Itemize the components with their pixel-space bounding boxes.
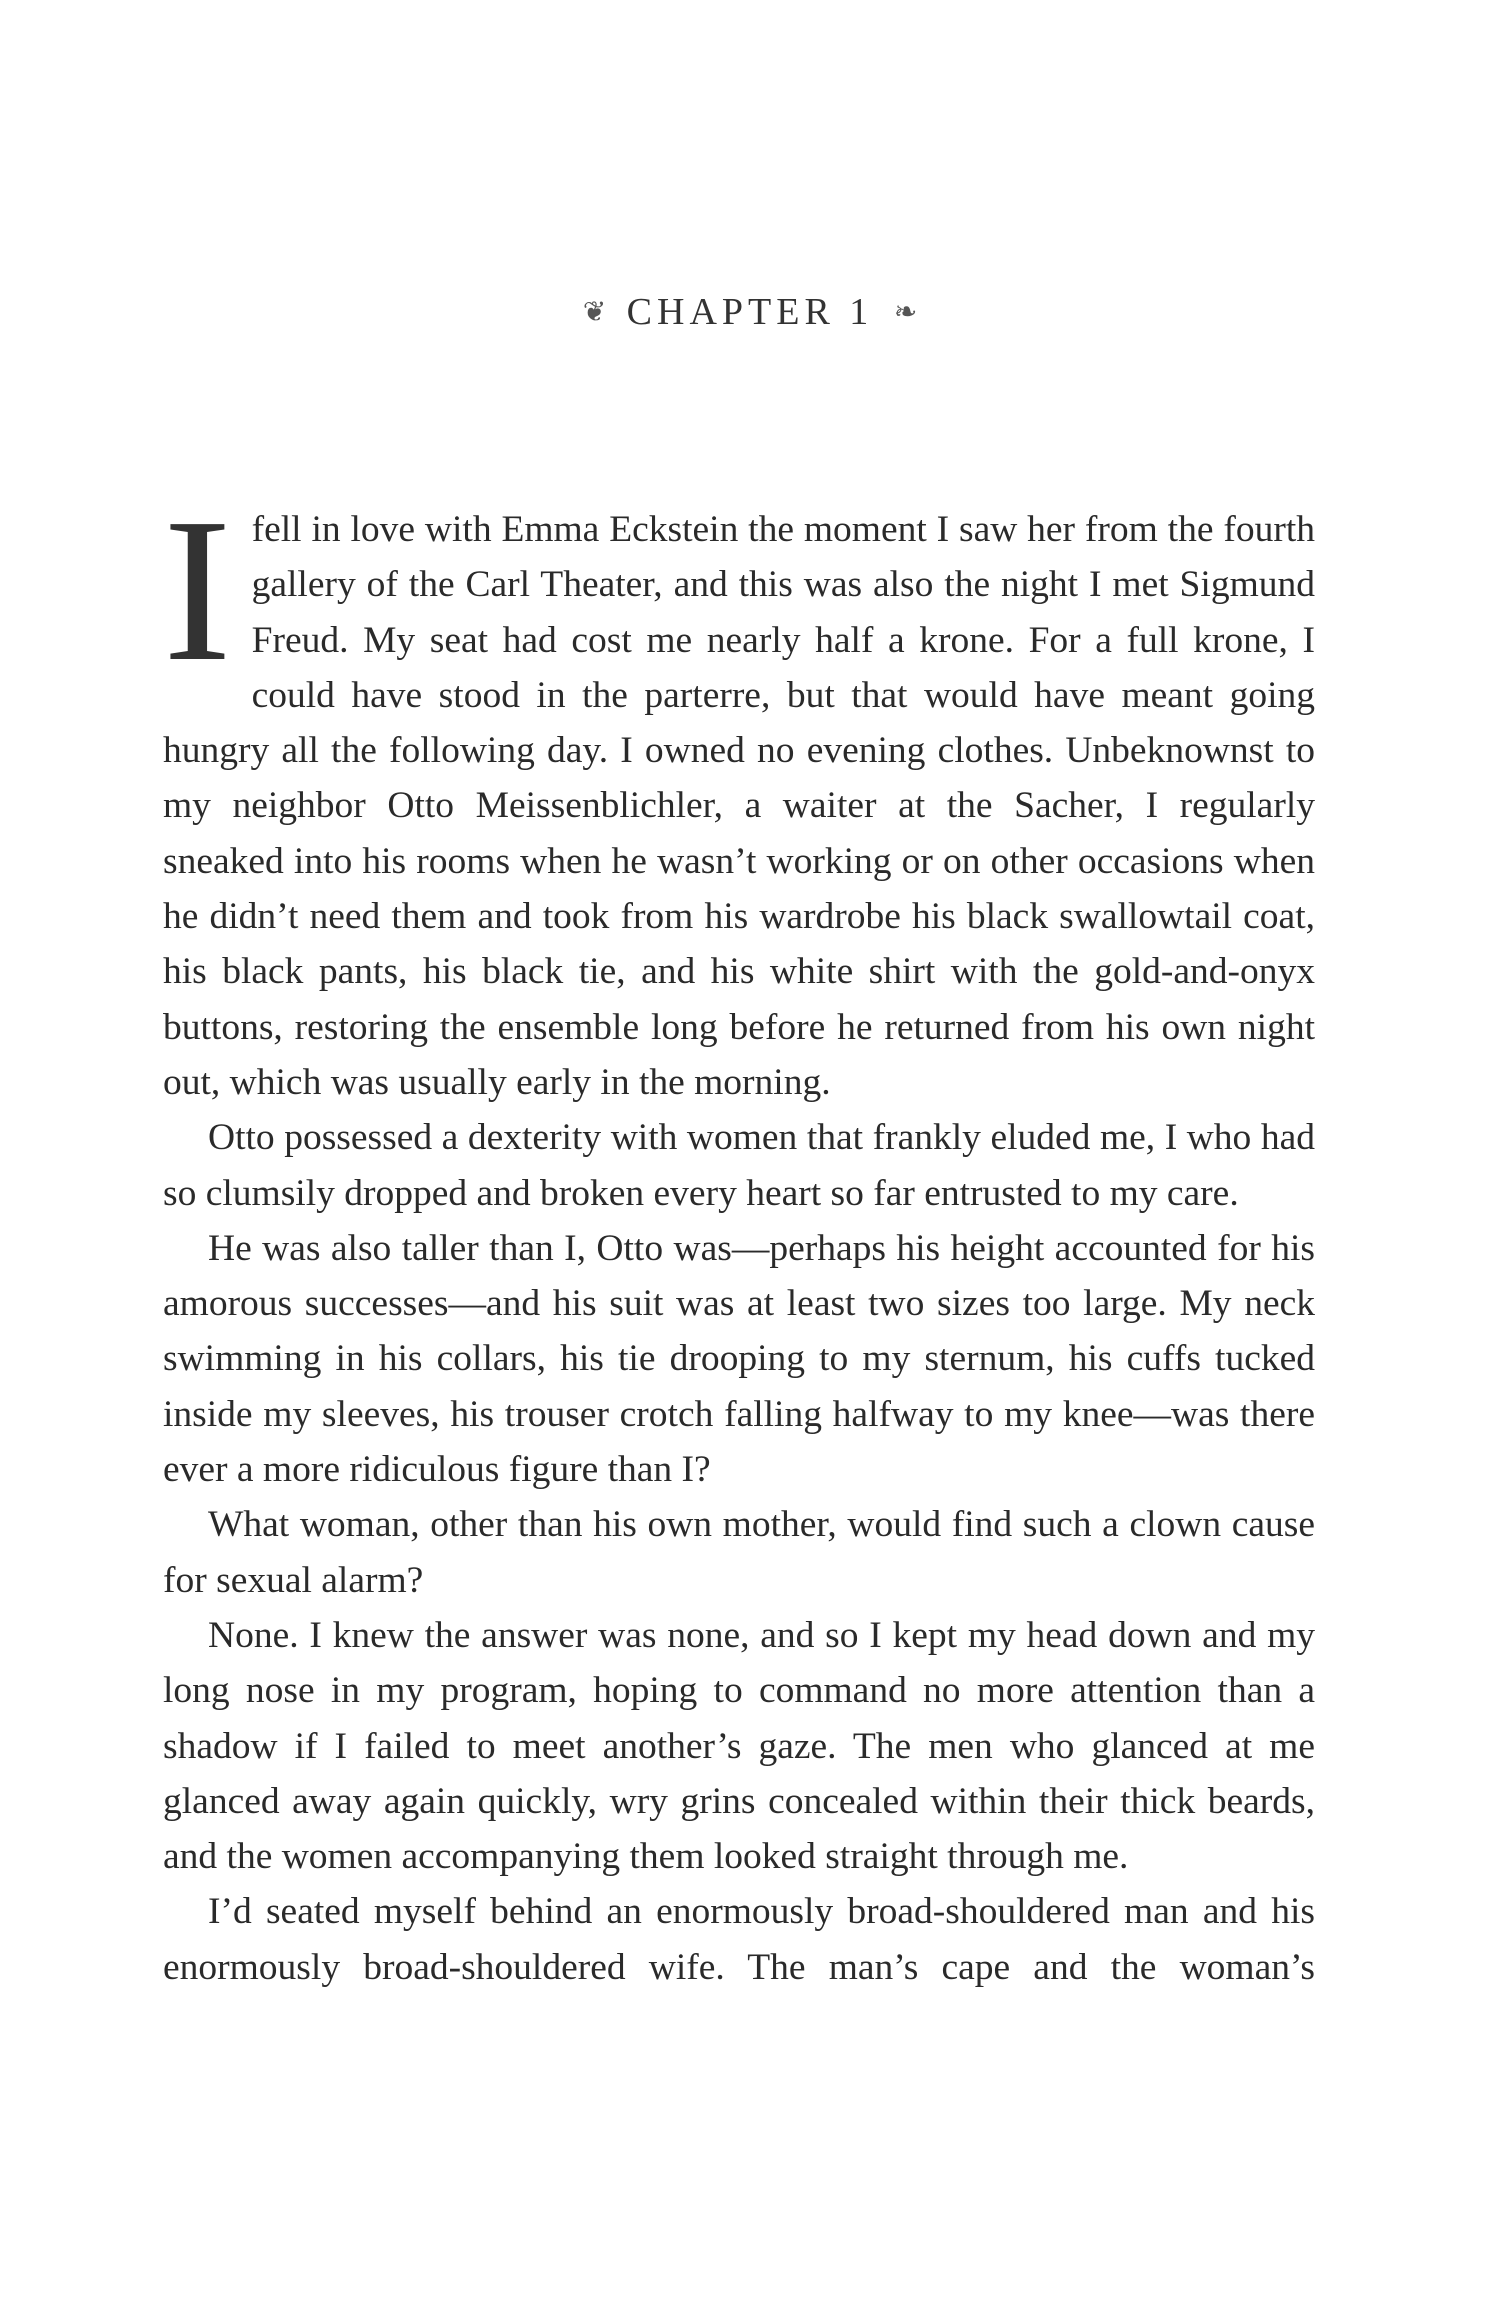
paragraph-4: What woman, other than his own mother, would find such a clown cause for sexual alarm? <box>163 1504 1315 1601</box>
chapter-title: CHAPTER 1 <box>626 291 874 333</box>
paragraph-2: Otto possessed a dexterity with women that frankly eluded me, I who had so clumsily dropped and broken every heart so far entrusted to my care. <box>163 1117 1315 1214</box>
drop-cap: I <box>163 475 232 704</box>
right-ornament-icon: ❧ <box>893 297 918 328</box>
paragraph-1 <box>163 475 1315 1110</box>
paragraph-5: None. I knew the answer was none, and so I kept my head down and my long nose in my program, hoping to command no more attention than a shadow if I failed to meet another’s gaze. The men who glanced at me glanced away again quickly, wry grins concealed within their thick beards, and the women accompanying them looked straight through me. <box>163 1614 1315 1878</box>
paragraph-3: He was also taller than I, Otto was—perhaps his height accounted for his amorous successes—and his suit was at least two sizes too large. My neck swimming in his collars, his tie drooping to my sternum, his cuffs tucked inside my sleeves, his trouser crotch falling halfway to my knee—was there ever a more ridiculous figure than I? <box>163 1227 1315 1491</box>
paragraph-1-text: fell in love with Emma Eckstein the moment I saw her from the fourth gallery of the Carl Theater, and this was also the night I met Sigmund Freud. My seat had cost me nearly half a krone. For a full krone, I could have stood in the parterre, but that would have meant going hungry all the following day. I owned no evening clothes. Unbeknownst to my neighbor Otto Meissenblichler, a waiter at the Sacher, I regularly sneaked into his rooms when he wasn’t working or on other occasions when he didn’t need them and took from his wardrobe his black swallowtail coat, his black pants, his black tie, and his white shirt with the gold-and-onyx buttons, restoring the ensemble long before he returned from his own night out, which was usually early in the morning. <box>163 509 1315 1103</box>
paragraph-6: I’d seated myself behind an enormously broad-shouldered man and his enormously broad-shouldered wife. The man’s cape and the woman’s <box>163 1891 1315 1988</box>
chapter-body <box>163 475 1315 1995</box>
chapter-heading <box>0 290 1500 334</box>
left-ornament-icon: ❦ <box>582 297 607 328</box>
